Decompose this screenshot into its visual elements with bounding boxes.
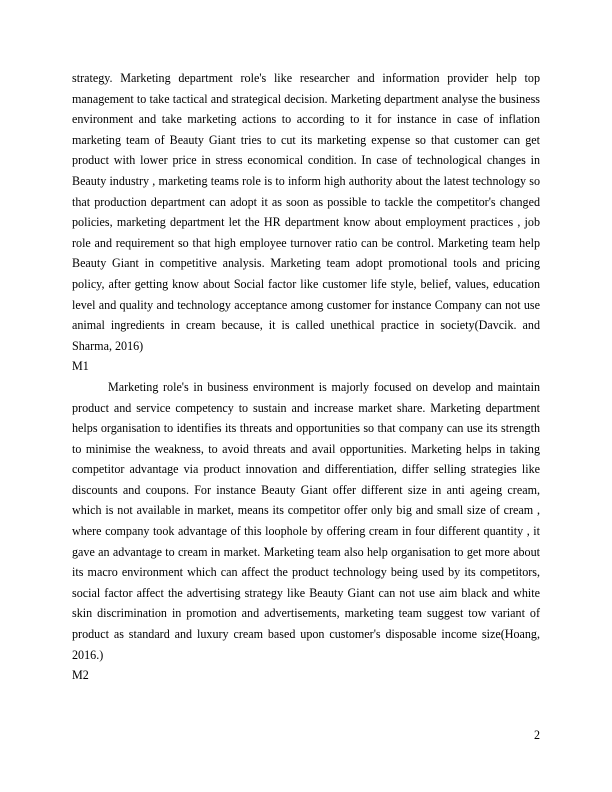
section-heading-m2: M2	[72, 668, 89, 683]
section-heading-m1: M1	[72, 359, 89, 374]
paragraph-strategy: strategy. Marketing department role's like researcher and information provider help top management to take tactical and strategical decision. Marketing department analyse the business environment and take marketing actions to according to it for instance in case of inflation marketing team of Beauty Giant tries to cut its marketing expense so that customer can get product with lower price in stress economical condition. In case of technological changes in Beauty industry , marketing teams role is to inform high authority about the latest technology so that production department can adopt it as soon as possible to tackle the competitor's changed policies, marketing department let the HR department know about employment practices , job role and requirement so that high employee turnover ratio can be control. Marketing team help Beauty Giant in competitive analysis. Marketing team adopt promotional tools and pricing policy, after getting know about Social factor like customer life style, belief, values, education level and quality and technology acceptance among customer for instance Company can not use animal ingredients in cream because, it is called unethical practice in society(Davcik. and Sharma, 2016)	[72, 71, 540, 353]
paragraph-marketing-role: Marketing role's in business environment is majorly focused on develop and maintain product and service competency to sustain and increase market share. Marketing department helps organisation to identifies its threats and opportunities so that company can use its strength to minimise the weakness, to avoid threats and avail opportunities. Marketing helps in taking competitor advantage via product innovation and differentiation, differ selling strategies like discounts and coupons. For instance Beauty Giant offer different size in anti ageing cream, which is not available in market, means its competitor offer only big and small size of cream , where company took advantage of this loophole by offering cream in four different quantity , it gave an advantage to cream in market. Marketing team also help organisation to get more about its macro environment which can affect the product technology being used by its competitors, social factor affect the advertising strategy like Beauty Giant can not use aim black and white skin discrimination in promotion and advertisements, marketing team suggest tow variant of product as standard and luxury cream based upon customer's disposable income size(Hoang, 2016.)	[72, 379, 540, 662]
document-body	[72, 68, 540, 686]
page-number: 2	[533, 728, 540, 742]
